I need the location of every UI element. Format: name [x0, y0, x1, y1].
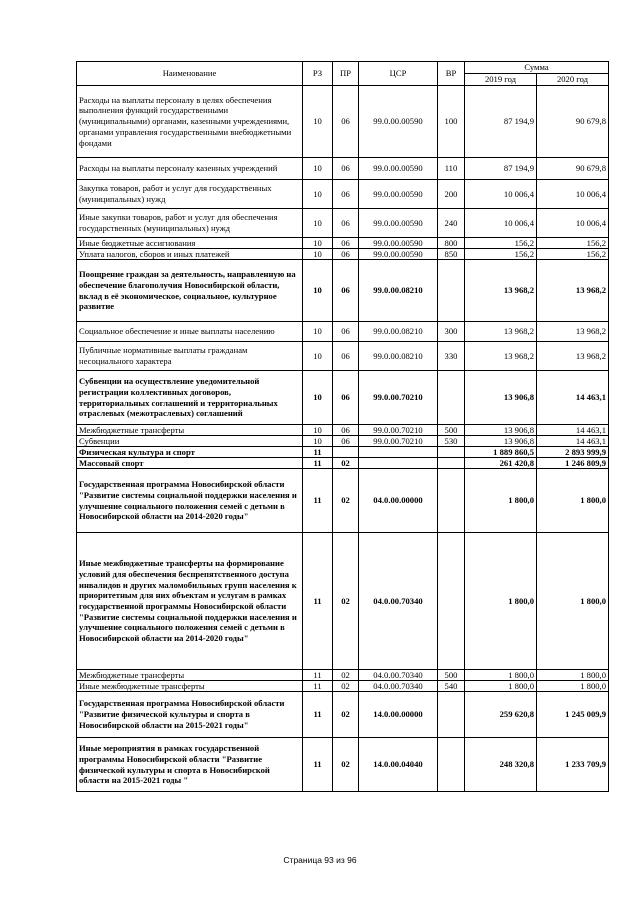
row-sum-2019: 13 968,2 [465, 322, 537, 342]
row-rz: 10 [303, 436, 333, 447]
row-name: Массовый спорт [77, 458, 303, 469]
row-name: Иные межбюджетные трансферты [77, 681, 303, 692]
row-name: Государственная программа Новосибирской области "Развитие физической культуры и спорта в Новосибирской области на 2015-2021 годы" [77, 692, 303, 738]
row-rz: 11 [303, 681, 333, 692]
table-row [77, 681, 609, 692]
row-vr [438, 458, 465, 469]
row-vr: 850 [438, 249, 465, 260]
row-pr: 06 [333, 425, 359, 436]
row-pr: 06 [333, 342, 359, 371]
table-row [77, 425, 609, 436]
row-pr: 02 [333, 469, 359, 533]
row-sum-2020: 1 800,0 [537, 670, 609, 681]
row-pr: 02 [333, 692, 359, 738]
row-sum-2020: 1 246 809,9 [537, 458, 609, 469]
row-pr: 02 [333, 681, 359, 692]
table-row [77, 447, 609, 458]
table-row [77, 371, 609, 425]
row-sum-2020: 156,2 [537, 238, 609, 249]
row-sum-2019: 13 968,2 [465, 260, 537, 322]
row-sum-2019: 261 420,8 [465, 458, 537, 469]
row-rz: 11 [303, 469, 333, 533]
row-vr: 500 [438, 425, 465, 436]
row-csr: 99.0.00.00590 [359, 238, 438, 249]
row-name: Межбюджетные трансферты [77, 670, 303, 681]
row-pr [333, 447, 359, 458]
row-pr: 06 [333, 180, 359, 209]
row-pr: 06 [333, 158, 359, 180]
row-rz: 11 [303, 447, 333, 458]
row-sum-2020: 14 463,1 [537, 371, 609, 425]
row-sum-2020: 156,2 [537, 249, 609, 260]
row-sum-2020: 14 463,1 [537, 436, 609, 447]
row-rz: 10 [303, 342, 333, 371]
table-row [77, 260, 609, 322]
row-sum-2020: 13 968,2 [537, 322, 609, 342]
row-sum-2020: 1 800,0 [537, 681, 609, 692]
row-sum-2019: 156,2 [465, 249, 537, 260]
row-rz: 10 [303, 238, 333, 249]
row-pr: 06 [333, 209, 359, 238]
row-rz: 11 [303, 738, 333, 792]
row-csr: 04.0.00.70340 [359, 533, 438, 670]
table-row [77, 436, 609, 447]
row-sum-2020: 13 968,2 [537, 260, 609, 322]
row-rz: 10 [303, 249, 333, 260]
header-pr: ПР [333, 62, 359, 86]
row-pr: 06 [333, 322, 359, 342]
budget-table [76, 61, 609, 792]
table-row [77, 322, 609, 342]
row-rz: 10 [303, 209, 333, 238]
row-rz: 10 [303, 425, 333, 436]
header-vr: ВР [438, 62, 465, 86]
row-pr: 02 [333, 458, 359, 469]
row-vr [438, 533, 465, 670]
row-csr: 99.0.00.70210 [359, 425, 438, 436]
row-csr: 99.0.00.70210 [359, 436, 438, 447]
row-vr [438, 447, 465, 458]
row-sum-2019: 87 194,9 [465, 158, 537, 180]
row-name: Субвенции [77, 436, 303, 447]
row-sum-2020: 90 679,8 [537, 86, 609, 158]
row-pr: 02 [333, 533, 359, 670]
table-row [77, 342, 609, 371]
row-csr: 99.0.00.08210 [359, 322, 438, 342]
table-row [77, 209, 609, 238]
row-sum-2020: 1 245 009,9 [537, 692, 609, 738]
row-sum-2019: 1 800,0 [465, 670, 537, 681]
row-sum-2019: 87 194,9 [465, 86, 537, 158]
table-body [77, 86, 609, 792]
row-vr: 500 [438, 670, 465, 681]
table-row [77, 469, 609, 533]
row-vr: 530 [438, 436, 465, 447]
row-sum-2019: 13 968,2 [465, 342, 537, 371]
table-row [77, 692, 609, 738]
row-csr: 04.0.00.70340 [359, 670, 438, 681]
row-vr: 240 [438, 209, 465, 238]
row-vr: 100 [438, 86, 465, 158]
table-row [77, 670, 609, 681]
row-csr: 99.0.00.08210 [359, 342, 438, 371]
header-name: Наименование [77, 62, 303, 86]
header-year-2020: 2020 год [537, 74, 609, 86]
row-sum-2020: 1 800,0 [537, 533, 609, 670]
row-name: Закупка товаров, работ и услуг для государственных (муниципальных) нужд [77, 180, 303, 209]
header-sum: Сумма [465, 62, 609, 74]
row-name: Иные закупки товаров, работ и услуг для обеспечения государственных (муниципальных) нужд [77, 209, 303, 238]
row-pr: 06 [333, 238, 359, 249]
row-sum-2020: 1 233 709,9 [537, 738, 609, 792]
row-pr: 06 [333, 86, 359, 158]
row-vr [438, 260, 465, 322]
row-pr: 02 [333, 670, 359, 681]
row-csr: 04.0.00.70340 [359, 681, 438, 692]
row-sum-2020: 14 463,1 [537, 425, 609, 436]
row-csr [359, 447, 438, 458]
row-rz: 10 [303, 322, 333, 342]
table-row [77, 533, 609, 670]
row-name: Государственная программа Новосибирской области "Развитие системы социальной поддержки населения и улучшение социального положения семей с детьми в Новосибирской области на 2014-2020 годы" [77, 469, 303, 533]
header-csr: ЦСР [359, 62, 438, 86]
row-name: Иные бюджетные ассигнования [77, 238, 303, 249]
row-rz: 11 [303, 670, 333, 681]
row-sum-2019: 156,2 [465, 238, 537, 249]
row-sum-2019: 259 620,8 [465, 692, 537, 738]
row-csr: 99.0.00.00590 [359, 86, 438, 158]
row-vr [438, 738, 465, 792]
row-sum-2019: 1 800,0 [465, 469, 537, 533]
row-csr: 99.0.00.00590 [359, 209, 438, 238]
row-sum-2019: 10 006,4 [465, 180, 537, 209]
row-sum-2019: 13 906,8 [465, 371, 537, 425]
row-vr [438, 469, 465, 533]
row-name: Уплата налогов, сборов и иных платежей [77, 249, 303, 260]
row-sum-2020: 13 968,2 [537, 342, 609, 371]
row-csr: 99.0.00.00590 [359, 180, 438, 209]
table-row [77, 158, 609, 180]
row-name: Иные мероприятия в рамках государственной программы Новосибирской области "Развитие физической культуры и спорта в Новосибирской области на 2015-2021 годы " [77, 738, 303, 792]
row-vr: 800 [438, 238, 465, 249]
row-rz: 11 [303, 692, 333, 738]
row-name: Иные межбюджетные трансферты на формирование условий для обеспечения беспрепятственного доступа инвалидов и других маломобильных групп населения к приоритетным для них объектам и услугам в рамках государственной программы Новосибирской области "Развитие системы социальной поддержки населения и улучшение социального положения семей с детьми в Новосибирской области на 2014-2020 годы" [77, 533, 303, 670]
row-rz: 11 [303, 533, 333, 670]
row-vr [438, 692, 465, 738]
table-row [77, 249, 609, 260]
header-rz: РЗ [303, 62, 333, 86]
row-sum-2019: 1 800,0 [465, 533, 537, 670]
row-vr: 110 [438, 158, 465, 180]
table-row [77, 738, 609, 792]
row-sum-2019: 1 800,0 [465, 681, 537, 692]
row-sum-2020: 10 006,4 [537, 180, 609, 209]
row-name: Социальное обеспечение и иные выплаты населению [77, 322, 303, 342]
row-pr: 06 [333, 249, 359, 260]
row-sum-2020: 1 800,0 [537, 469, 609, 533]
row-name: Физическая культура и спорт [77, 447, 303, 458]
row-csr: 99.0.00.70210 [359, 371, 438, 425]
row-pr: 06 [333, 436, 359, 447]
header-year-2019: 2019 год [465, 74, 537, 86]
row-sum-2019: 13 906,8 [465, 425, 537, 436]
row-rz: 10 [303, 86, 333, 158]
row-rz: 10 [303, 158, 333, 180]
row-rz: 10 [303, 371, 333, 425]
row-name: Субвенции на осуществление уведомительной регистрации коллективных договоров, территориальных соглашений и территориальных отраслевых (межотраслевых) соглашений [77, 371, 303, 425]
row-pr: 06 [333, 371, 359, 425]
row-sum-2019: 13 906,8 [465, 436, 537, 447]
row-vr: 200 [438, 180, 465, 209]
row-name: Межбюджетные трансферты [77, 425, 303, 436]
row-csr: 99.0.00.00590 [359, 158, 438, 180]
row-sum-2019: 248 320,8 [465, 738, 537, 792]
row-name: Расходы на выплаты персоналу казенных учреждений [77, 158, 303, 180]
table-row [77, 238, 609, 249]
row-vr: 330 [438, 342, 465, 371]
row-csr: 99.0.00.00590 [359, 249, 438, 260]
row-vr: 540 [438, 681, 465, 692]
page-footer: Страница 93 из 96 [283, 855, 357, 865]
table-row [77, 180, 609, 209]
row-name: Поощрение граждан за деятельность, направленную на обеспечение благополучия Новосибирской области, вклад в её экономическое, социальное, культурное развитие [77, 260, 303, 322]
table-row [77, 458, 609, 469]
row-csr: 99.0.00.08210 [359, 260, 438, 322]
row-sum-2019: 1 889 860,5 [465, 447, 537, 458]
table-row [77, 86, 609, 158]
row-sum-2020: 10 006,4 [537, 209, 609, 238]
row-vr: 300 [438, 322, 465, 342]
row-sum-2020: 90 679,8 [537, 158, 609, 180]
row-sum-2019: 10 006,4 [465, 209, 537, 238]
row-name: Расходы на выплаты персоналу в целях обеспечения выполнения функций государственными (муниципальными) органами, казенными учреждениями, органами управления государственными внебюджетными фондами [77, 86, 303, 158]
row-rz: 10 [303, 180, 333, 209]
row-pr: 02 [333, 738, 359, 792]
row-csr: 14.0.00.00000 [359, 692, 438, 738]
row-csr [359, 458, 438, 469]
row-rz: 10 [303, 260, 333, 322]
row-rz: 11 [303, 458, 333, 469]
row-pr: 06 [333, 260, 359, 322]
row-vr [438, 371, 465, 425]
row-csr: 14.0.00.04040 [359, 738, 438, 792]
row-sum-2020: 2 893 999,9 [537, 447, 609, 458]
row-name: Публичные нормативные выплаты гражданам несоциального характера [77, 342, 303, 371]
row-csr: 04.0.00.00000 [359, 469, 438, 533]
